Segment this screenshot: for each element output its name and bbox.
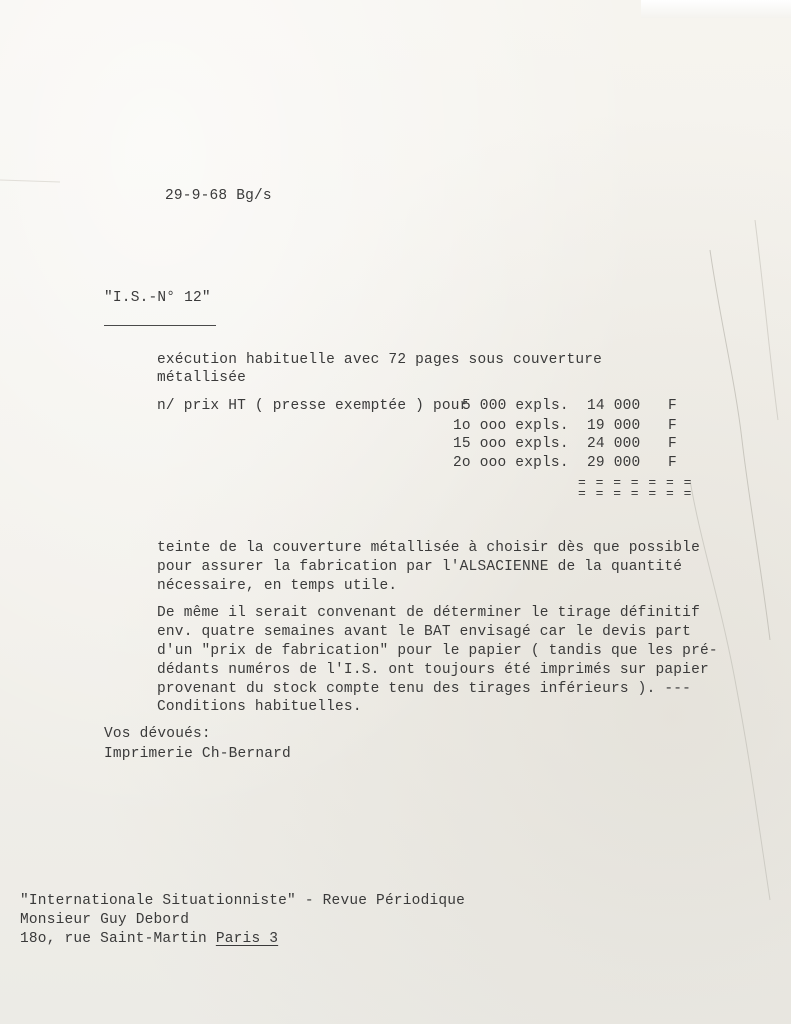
intro-line-1: exécution habituelle avec 72 pages sous couverture — [157, 352, 603, 368]
paragraph-line: env. quatre semaines avant le BAT envisagé car le devis part — [157, 624, 692, 640]
address-line: Monsieur Guy Debord — [20, 912, 190, 928]
address-line — [20, 929, 278, 949]
price-quantity: 15 ooo expls. — [453, 436, 569, 452]
subject-line: "I.S.-N° 12" — [104, 290, 211, 306]
intro-line-2: métallisée — [157, 370, 247, 386]
price-unit: F — [668, 436, 677, 452]
torn-corner — [641, 0, 791, 18]
price-unit: F — [668, 398, 677, 414]
price-unit: F — [668, 418, 677, 434]
paragraph-line: provenant du stock compte tenu des tirages inférieurs ). --- — [157, 681, 692, 697]
price-amount: 24 000 — [587, 436, 641, 452]
paragraph-line: nécessaire, en temps utile. — [157, 578, 398, 594]
paragraph-line: pour assurer la fabrication par l'ALSACIENNE de la quantité — [157, 559, 683, 575]
address-line: "Internationale Situationniste" - Revue Périodique — [20, 893, 466, 909]
signature: Imprimerie Ch-Bernard — [104, 746, 291, 762]
paragraph-line: Conditions habituelles. — [157, 699, 362, 715]
price-lead: n/ prix HT ( presse exemptée ) pour — [157, 398, 469, 414]
price-quantity: 1o ooo expls. — [453, 418, 569, 434]
paragraph-line: dédants numéros de l'I.S. ont toujours été imprimés sur papier — [157, 662, 709, 678]
price-quantity: 5 000 expls. — [462, 398, 569, 414]
price-unit: F — [668, 455, 677, 471]
price-separator: = = = = = = = — [578, 475, 693, 490]
price-amount: 29 000 — [587, 455, 641, 471]
date-reference: 29-9-68 Bg/s — [165, 188, 272, 204]
price-separator: = = = = = = = — [578, 486, 693, 501]
closing: Vos dévoués: — [104, 726, 211, 742]
city: Paris 3 — [215, 931, 279, 947]
price-amount: 14 000 — [587, 398, 641, 414]
price-amount: 19 000 — [587, 418, 641, 434]
paragraph-line: d'un "prix de fabrication" pour le papier ( tandis que les pré- — [157, 643, 718, 659]
subject-underline — [104, 325, 216, 326]
paragraph-line: De même il serait convenant de déterminer le tirage définitif — [157, 605, 700, 621]
price-quantity: 2o ooo expls. — [453, 455, 569, 471]
paragraph-line: teinte de la couverture métallisée à choisir dès que possible — [157, 540, 700, 556]
street-address: 18o, rue Saint-Martin — [20, 931, 216, 947]
